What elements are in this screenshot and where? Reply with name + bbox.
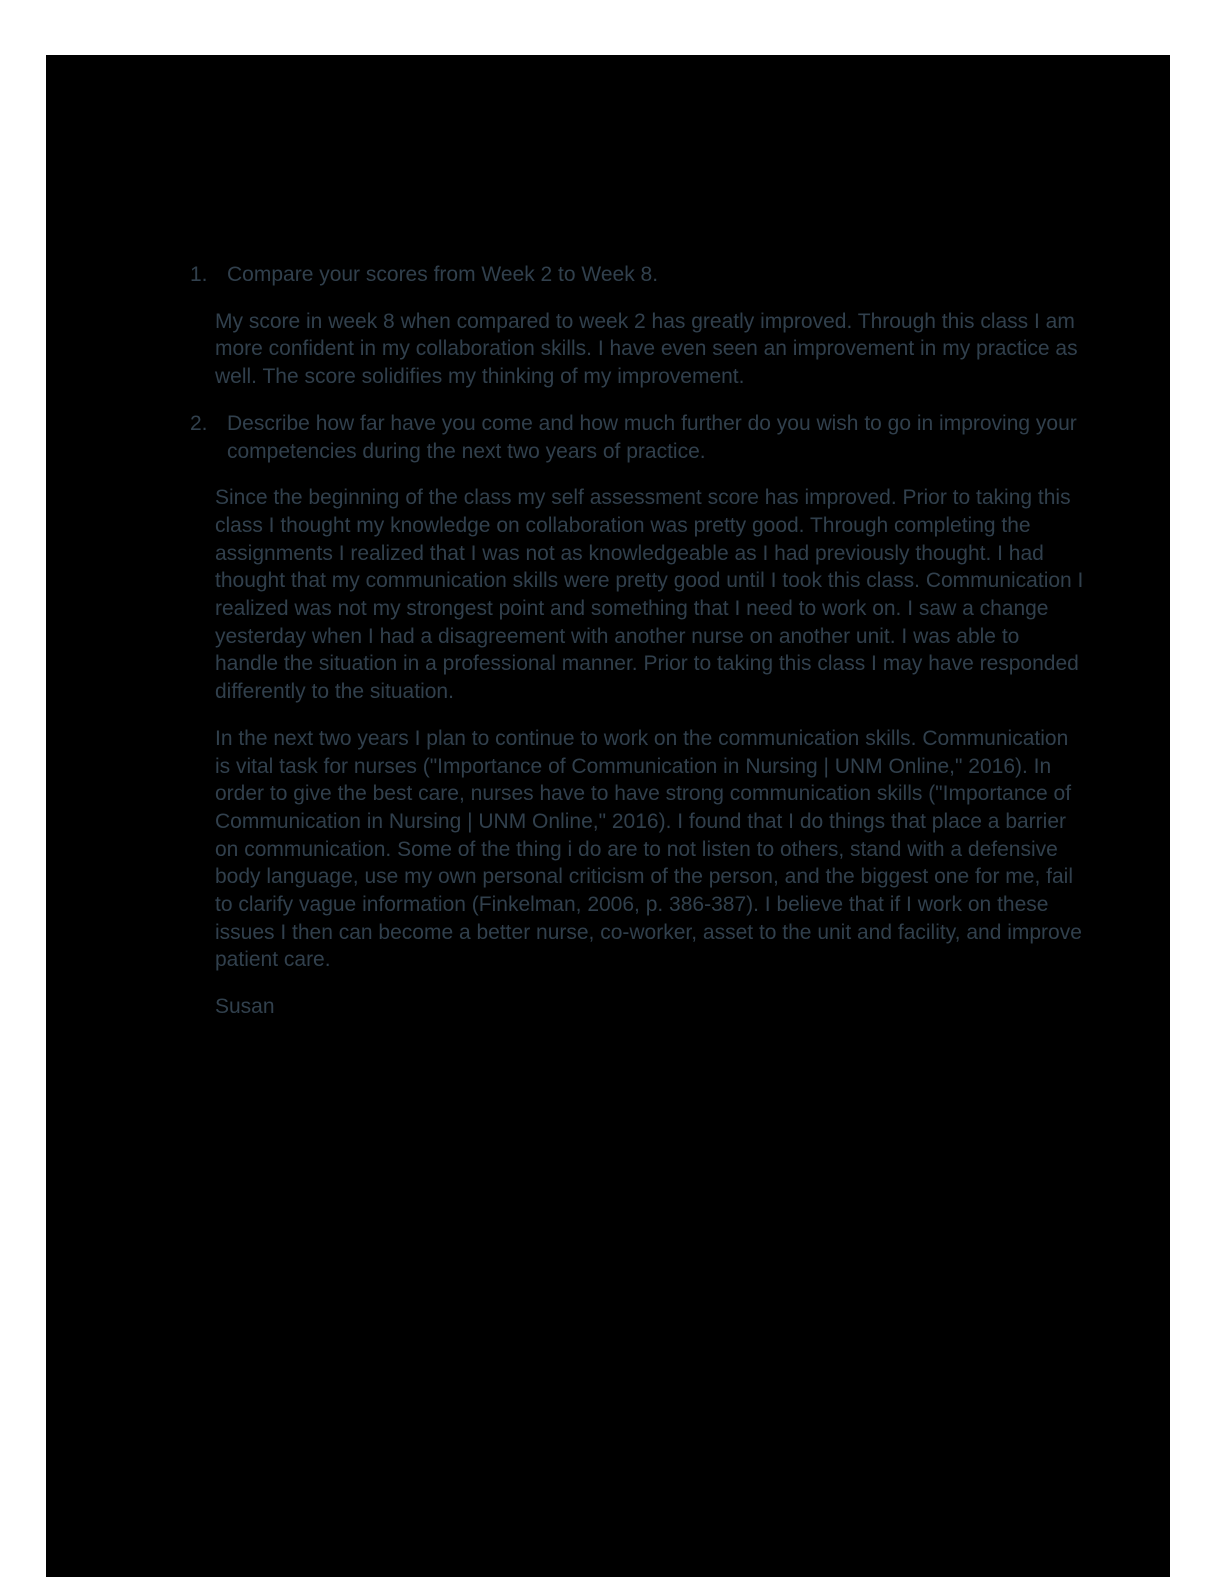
list-item	[190, 410, 1093, 974]
answer-paragraph: My score in week 8 when compared to week 2 has greatly improved. Through this class I am more confident in my collaboration skills. I have even seen an improvement in my practice as well. The score solidifies my thinking of my improvement.	[215, 309, 1078, 389]
answer-paragraph: Since the beginning of the class my self assessment score has improved. Prior to taking this class I thought my knowledge on collaboration was pretty good. Through completing the assignments I realized that I was not as knowledgeable as I had previously thought. I had thought that my communication skills were pretty good until I took this class. Communication I realized was not my strongest point and something that I need to work on. I saw a change yesterday when I had a disagreement with another nurse on another unit. I was able to handle the situation in a professional manner. Prior to taking this class I may have responded differently to the situation.	[215, 486, 1084, 704]
question-text: Compare your scores from Week 2 to Week 8.	[227, 263, 659, 286]
document-content	[46, 55, 1170, 1021]
question-text: Describe how far have you come and how much further do you wish to go in improving your competencies during the next two years of practice.	[227, 411, 1077, 463]
list-number: 2.	[190, 411, 208, 435]
question-row	[190, 410, 1093, 465]
list-number: 1.	[190, 263, 208, 286]
signature: Susan	[215, 995, 275, 1019]
document-canvas	[46, 55, 1170, 1577]
list-item	[190, 261, 1093, 391]
question-row	[190, 261, 1093, 289]
answer-paragraph: In the next two years I plan to continue to work on the communication skills. Communication is vital task for nurses ("Importance of Communication in Nursing | UNM Online," 2016). In order to give the best care, nurses have to have strong communication skills ("Importance of Communication in Nursing | UNM Online," 2016). I found that I do things that place a barrier on communication. Some of the thing i do are to not listen to others, stand with a defensive body language, use my own personal criticism of the person, and the biggest one for me, fail to clarify vague information (Finkelman, 2006, p. 386-387). I believe that if I work on these issues I then can become a better nurse, co-worker, asset to the unit and facility, and improve patient care.	[215, 726, 1082, 972]
